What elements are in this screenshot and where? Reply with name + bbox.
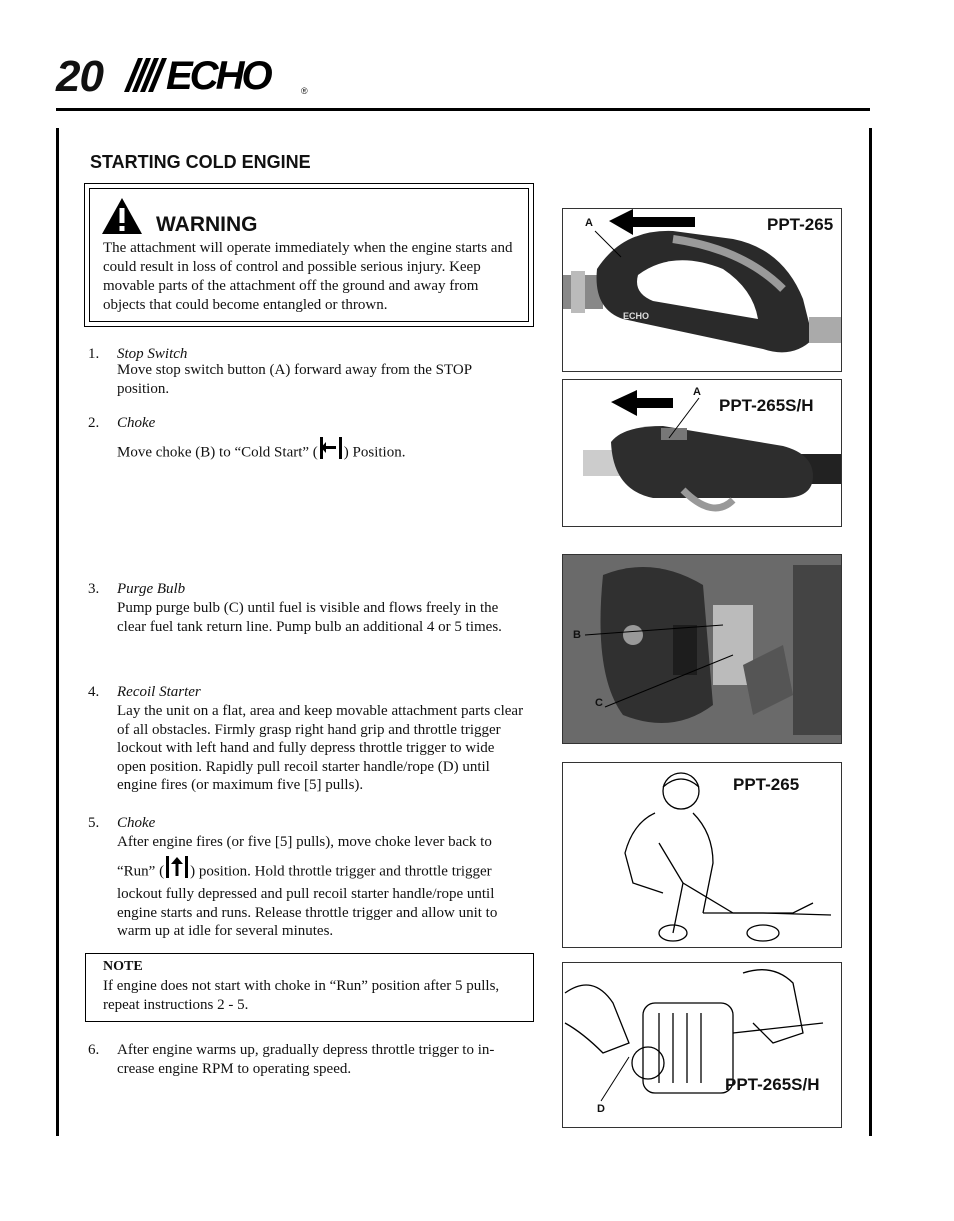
figure-stop-switch-ppt265 (562, 208, 842, 372)
figure-choke-purge-bulb (562, 554, 842, 744)
step-title: Recoil Starter (117, 684, 201, 700)
step-title: Choke (117, 415, 156, 431)
svg-text:ECHO: ECHO (166, 56, 270, 94)
note-text: If engine does not start with choke in “Run” position after 5 pulls, repeat instructions 2 - 5. (103, 978, 500, 1013)
figure-model-label: PPT-265 (733, 775, 800, 794)
figure-recoil-ppt265sh (562, 962, 842, 1128)
step-text: After engine warms up, gradually depress throttle trigger to in-crease engine RPM to operating speed. (117, 1042, 495, 1077)
arrow-left-icon (607, 390, 707, 440)
step-text: Move stop switch button (A) forward away from the STOP position. (117, 362, 472, 397)
right-margin-rule (869, 128, 872, 1136)
page-number: 20 (56, 52, 103, 101)
figure-model-label: PPT-265 (767, 215, 834, 234)
step-number: 4. (88, 684, 100, 700)
run-choke-icon (164, 854, 190, 880)
warning-title: WARNING (156, 213, 258, 236)
echo-logo (116, 56, 312, 94)
step-number: 5. (88, 815, 100, 831)
section-title: STARTING COLD ENGINE (90, 152, 311, 172)
step-text: “Run” ( ) position. Hold throttle trigger and throttle trigger lockout fully depressed and pull recoil starter handle/rope until engine starts and runs. Release throttle trigger and allow unit to warm up at idle for several minutes. (117, 859, 527, 941)
step-text: Pump purge bulb (C) until fuel is visible and flows freely in the clear fuel tank return line. Pump bulb an additional 4 or 5 times. (117, 600, 502, 635)
step-title: Purge Bulb (117, 581, 186, 597)
step-text: Lay the unit on a flat, area and keep movable attachment parts clear of all obstacles. Firmly grasp right hand grip and throttle trigger lockout with left hand and fully depress throttle trigger to wide open position. Rapidly pull recoil starter handle/rope (D) until engine fires (or maximum five [5] pulls). (117, 703, 524, 793)
note-title: NOTE (103, 959, 143, 974)
callout-a: A (693, 386, 701, 398)
step-number: 6. (88, 1042, 100, 1058)
registered-mark: ® (301, 86, 308, 96)
left-margin-rule (56, 128, 59, 1136)
arrow-left-icon (585, 209, 705, 269)
callout-line (599, 1053, 659, 1103)
callout-d: D (597, 1103, 605, 1115)
step-text: Move choke (B) to “Cold Start” ( ) Position. (117, 440, 527, 466)
header-rule (56, 108, 870, 111)
step-text-line1: After engine fires (or five [5] pulls), move choke lever back to (117, 834, 492, 850)
step-title: Choke (117, 815, 156, 831)
warning-triangle-icon (100, 196, 144, 236)
callout-c: C (595, 697, 603, 709)
figure-operator-ppt265 (562, 762, 842, 948)
figure-stop-switch-ppt265sh (562, 379, 842, 527)
figure-model-label: PPT-265S/H (719, 396, 814, 415)
warning-text: The attachment will operate immediately when the engine starts and could result in loss of control and possible serious injury. Keep movable parts of the attachment off the ground and away from objects that could become entangled or thrown. (103, 240, 513, 313)
callout-a: A (585, 217, 593, 229)
step-number: 1. (88, 346, 100, 362)
step-number: 3. (88, 581, 100, 597)
callout-b: B (573, 629, 581, 641)
cold-start-choke-icon (318, 435, 344, 461)
operator-drawing (563, 763, 841, 947)
callout-lines (583, 615, 743, 715)
figure-model-label: PPT-265S/H (725, 1075, 820, 1094)
step-title: Stop Switch (117, 346, 188, 362)
svg-text:ECHO: ECHO (623, 311, 650, 321)
step-number: 2. (88, 415, 100, 431)
